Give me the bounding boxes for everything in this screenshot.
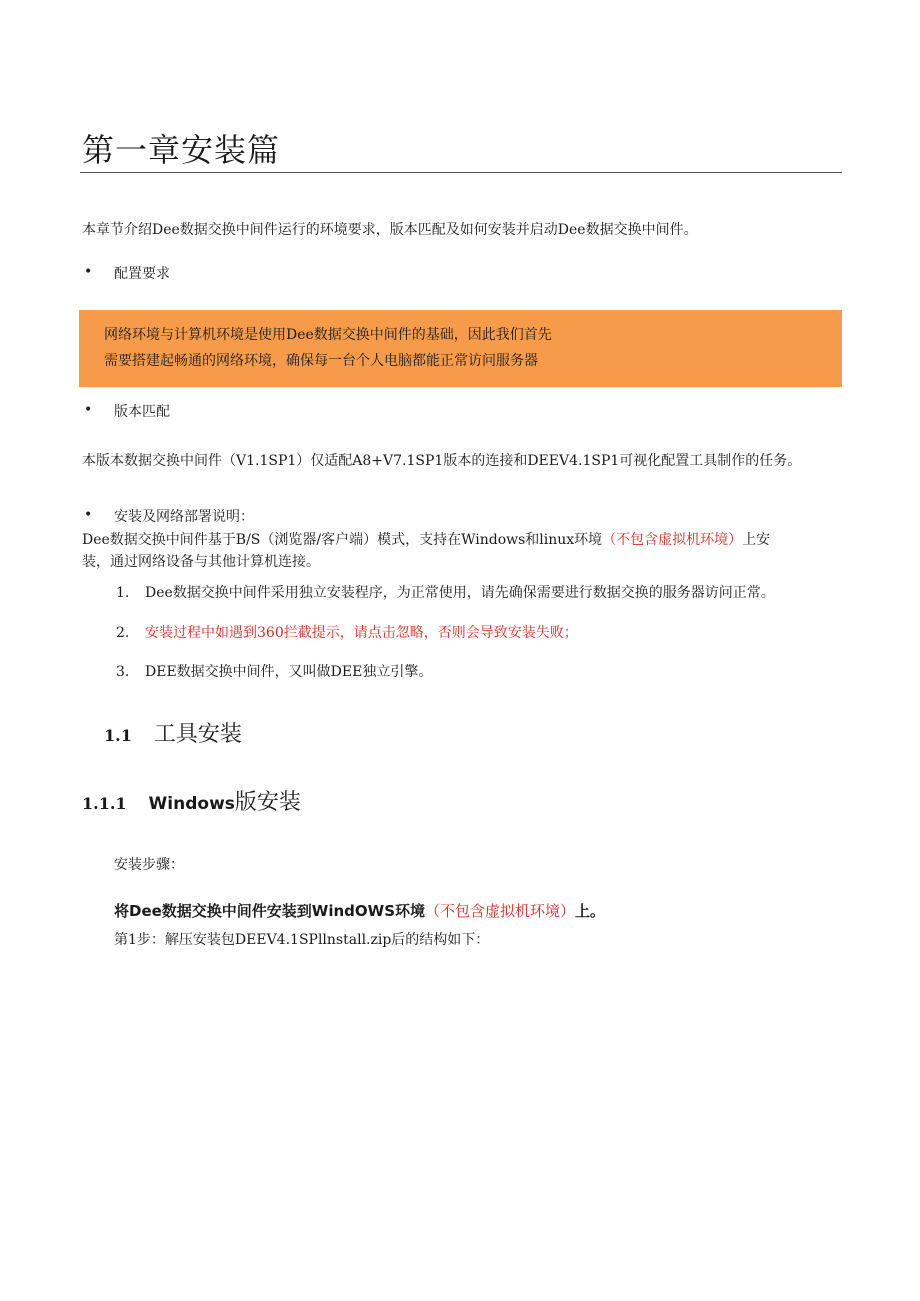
heading-title-en: Windows	[148, 794, 235, 814]
version-paragraph: 本版本数据交换中间件（V1.1SP1）仅适配A8+V7.1SP1版本的连接和DEEV4.1SP1可视化配置工具制作的任务。	[82, 453, 802, 469]
deploy-text: Dee数据交换中间件基于B/S（浏览器/客户端）模式，支持在Windows和linux环境	[82, 532, 603, 548]
bullet-deploy: •	[84, 507, 93, 523]
list-item-number: 3.	[116, 664, 130, 680]
heading-title-cn: 版安装	[234, 790, 301, 815]
list-item-text: DEE数据交换中间件，又叫做DEE独立引擎。	[145, 664, 433, 680]
config-label: 配置要求	[114, 266, 170, 282]
intro-paragraph: 本章节介绍Dee数据交换中间件运行的环境要求，版本匹配及如何安装并启动Dee数据交换中间件。	[82, 222, 698, 238]
list-item-text: Dee数据交换中间件采用独立安装程序，为正常使用，请先确保需要进行数据交换的服务器访问正常。	[145, 585, 775, 601]
config-callout-box	[79, 310, 842, 387]
callout-line-2: 需要搭建起畅通的网络环境，确保每一台个人电脑都能正常访问服务器	[104, 353, 538, 369]
step-1-text: 第1步：解压安装包DEEV4.1SPllnstall.zip后的结构如下：	[114, 932, 490, 948]
install-instruction	[114, 900, 605, 921]
list-item	[116, 583, 775, 603]
install-steps-label: 安装步骤：	[114, 857, 184, 873]
deploy-label: 安装及网络部署说明：	[114, 509, 254, 525]
list-item-number: 2.	[116, 625, 130, 641]
version-label: 版本匹配	[114, 404, 170, 420]
chapter-title-rule	[80, 172, 842, 173]
list-item	[116, 623, 578, 643]
install-instruction-warning: （不包含虚拟机环境）	[425, 902, 576, 920]
bullet-config: •	[84, 264, 93, 280]
deploy-warning-text: （不包含虚拟机环境）	[602, 532, 743, 548]
deploy-text-suffix: 上安	[742, 532, 771, 548]
install-instruction-suffix: 上。	[575, 902, 606, 920]
list-item-text-warning: 安装过程中如遇到360拦截提示，请点击忽略，否则会导致安装失败；	[145, 625, 578, 641]
heading-number: 1.1	[104, 726, 132, 745]
section-heading-1-1-1	[82, 788, 301, 819]
section-heading-1-1	[104, 720, 242, 751]
heading-number: 1.1.1	[82, 794, 127, 813]
deploy-paragraph-line-1	[82, 530, 770, 550]
chapter-title: 第一章安装篇	[82, 131, 281, 169]
callout-line-1: 网络环境与计算机环境是使用Dee数据交换中间件的基础，因此我们首先	[104, 327, 552, 343]
bullet-version: •	[84, 402, 93, 418]
heading-title: 工具安装	[153, 722, 242, 747]
deploy-paragraph-line-2: 装，通过网络设备与其他计算机连接。	[82, 554, 320, 570]
install-instruction-text: 将Dee数据交换中间件安装到WindOWS环境	[114, 902, 426, 920]
list-item	[116, 662, 432, 682]
list-item-number: 1.	[116, 585, 130, 601]
